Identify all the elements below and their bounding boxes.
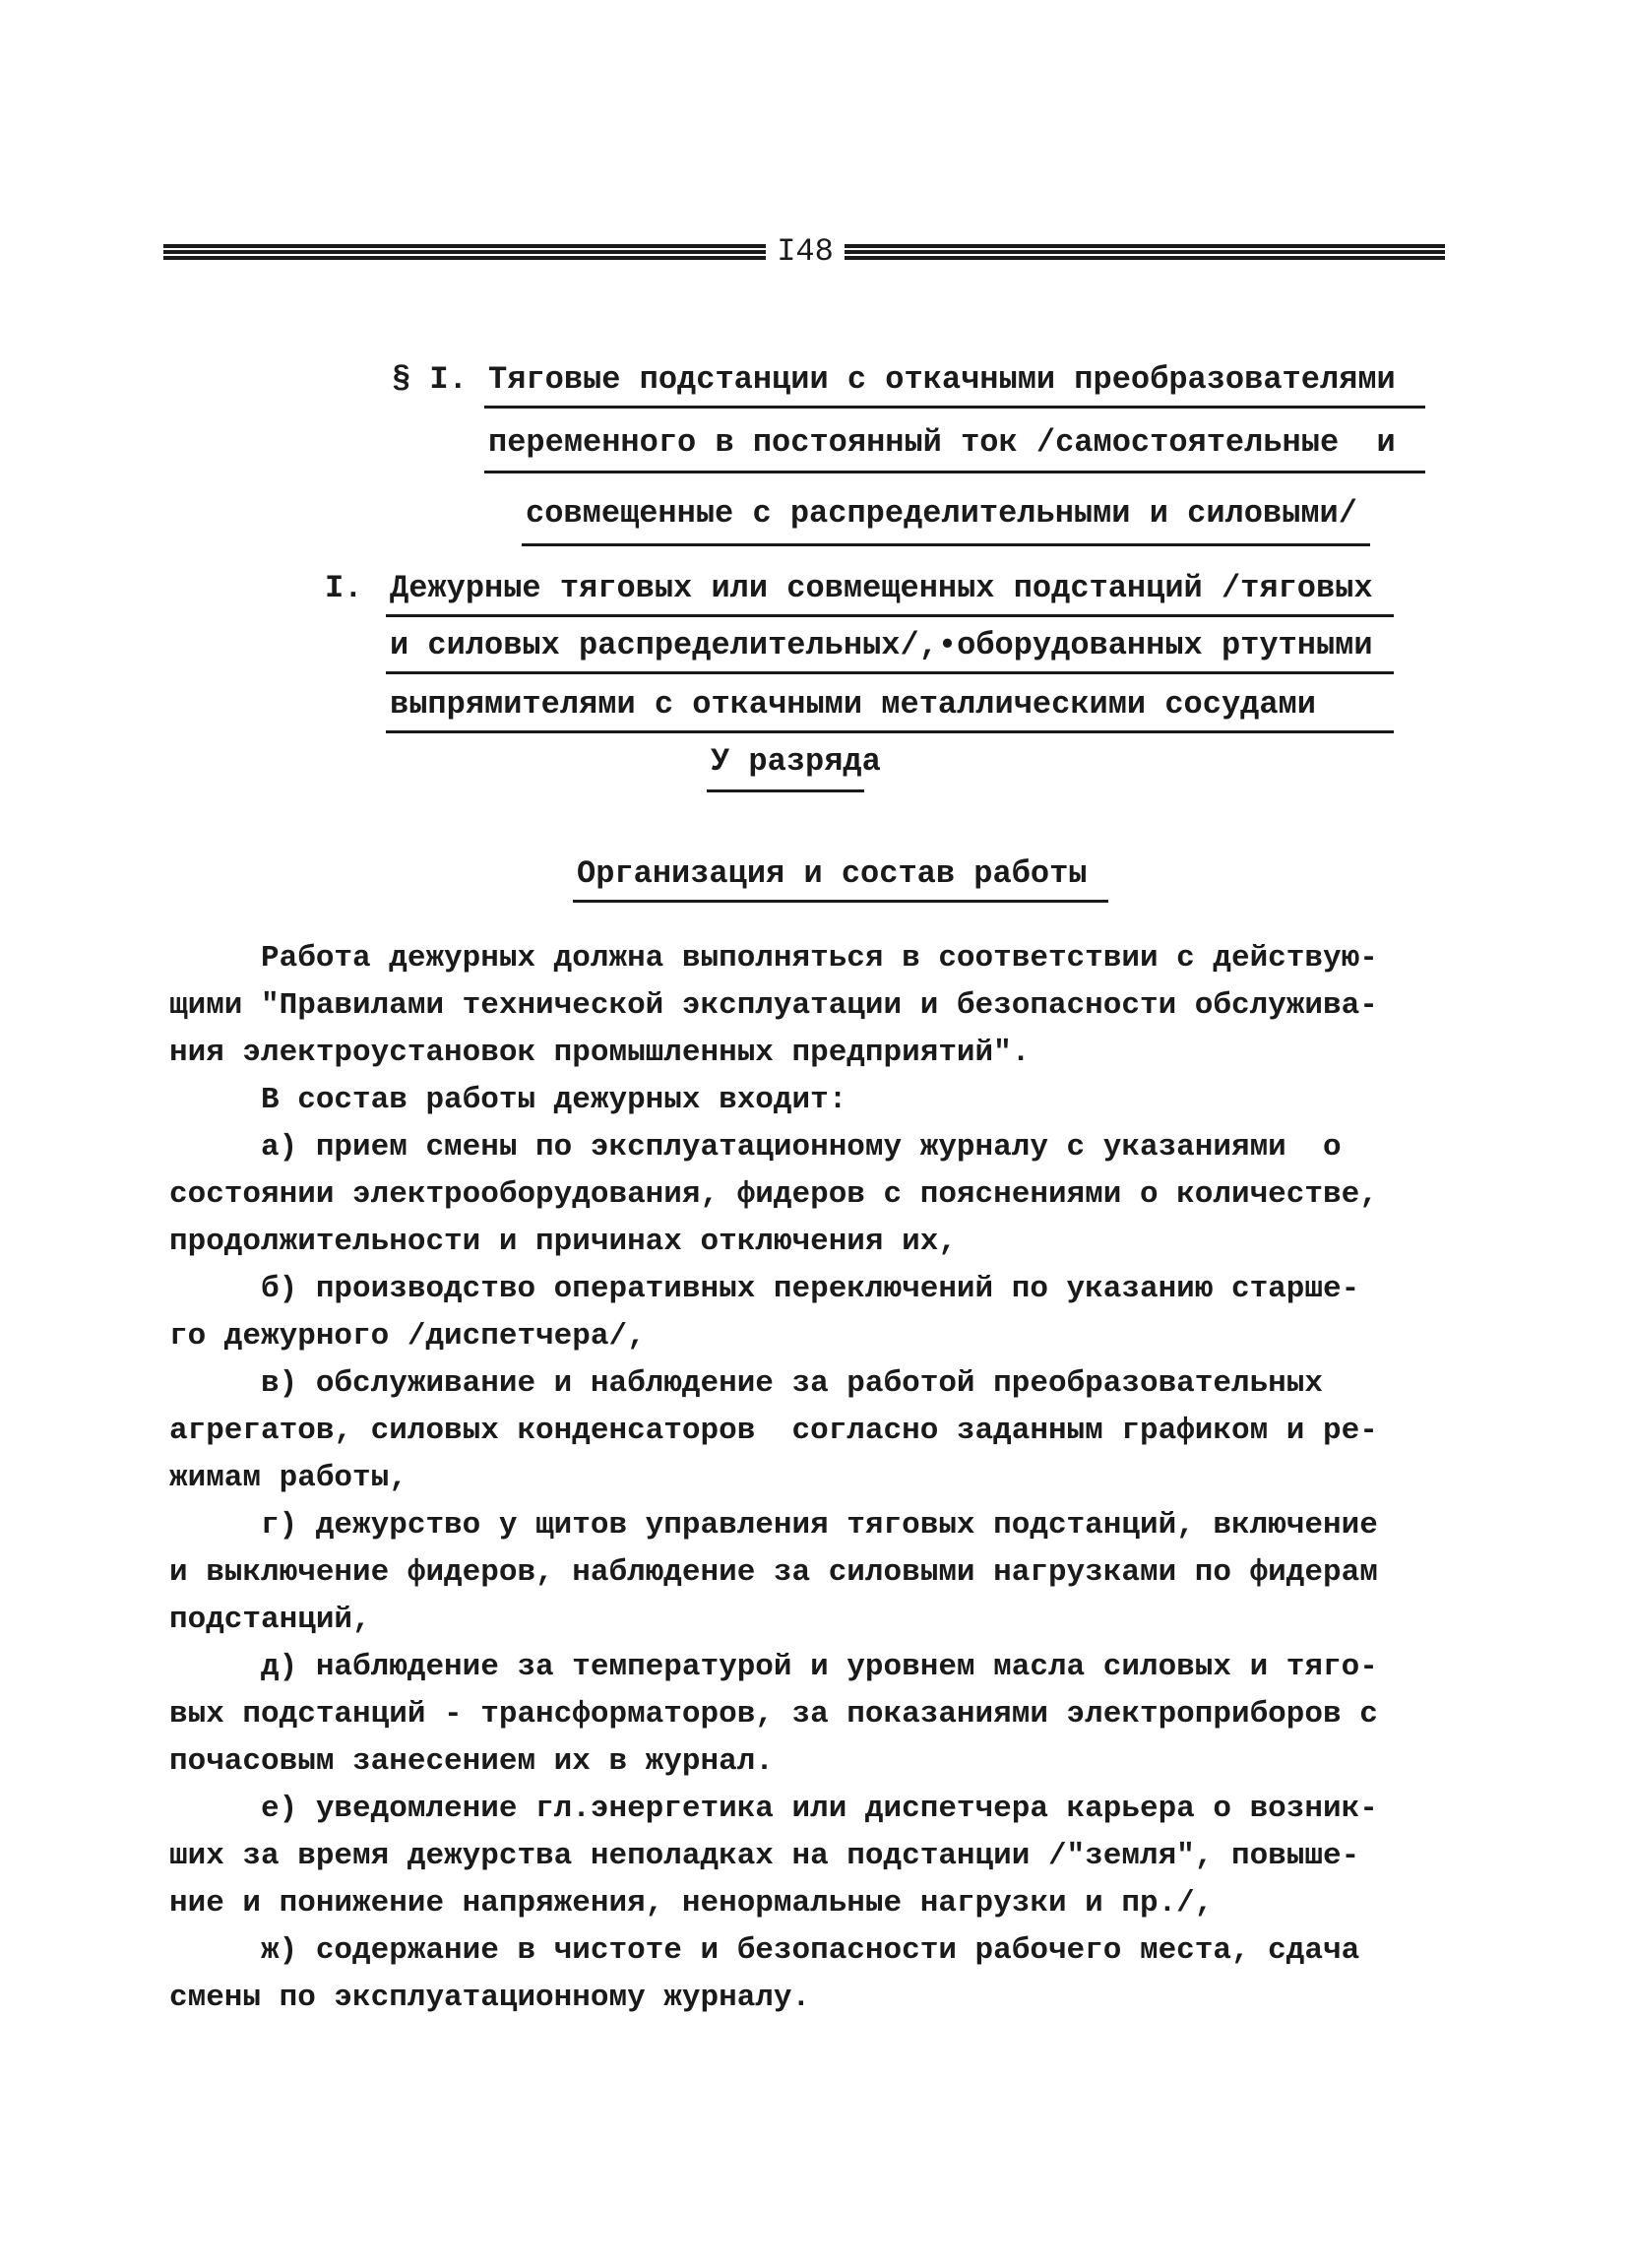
item-title-line-3: выпрямителями с откачными металлическими сосудами — [390, 686, 1316, 723]
header-rule-left — [163, 244, 766, 260]
body-line-1: Работа дежурных должна выполняться в соответствии с действую- — [169, 941, 1378, 976]
header-rule-right — [845, 244, 1445, 260]
body-line-10: в) обслуживание и наблюдение за работой преобразовательных — [169, 1366, 1323, 1401]
body-line-12: жимам работы, — [169, 1461, 408, 1495]
body-line-18: почасовым занесением их в журнал. — [169, 1744, 774, 1779]
page-number: I48 — [777, 233, 834, 270]
subheading-underline — [573, 900, 1108, 903]
body-line-3: ния электроустановок промышленных предприятий". — [169, 1036, 1031, 1070]
item-title-line-2: и силовых распределительных/,•оборудованных ртутными — [390, 627, 1373, 663]
section-title-underline-1 — [484, 406, 1425, 409]
body-line-13: г) дежурство у щитов управления тяговых подстанций, включение — [169, 1508, 1378, 1543]
section-mark: § I. — [392, 361, 468, 398]
body-line-20: ших за время дежурства неполадках на подстанции /"земля", повыше- — [169, 1839, 1360, 1873]
body-line-23: смены по эксплуатационному журналу. — [169, 1981, 811, 2015]
body-line-6: состоянии электрооборудования, фидеров с пояснениями о количестве, — [169, 1177, 1378, 1212]
section-title-line-3: совмещенные с распределительными и силовыми/ — [526, 495, 1357, 532]
section-title-line-2: переменного в постоянный ток /самостоятельные и — [488, 424, 1396, 461]
body-line-16: д) наблюдение за температурой и уровнем масла силовых и тяго- — [169, 1650, 1378, 1684]
body-line-19: е) уведомление гл.энергетика или диспетчера карьера о возник- — [169, 1792, 1378, 1826]
body-line-14: и выключение фидеров, наблюдение за силовыми нагрузками по фидерам — [169, 1555, 1378, 1590]
subheading: Организация и состав работы — [577, 855, 1088, 892]
body-line-2: щими "Правилами технической эксплуатации и безопасности обслужива- — [169, 988, 1378, 1023]
item-number: I. — [325, 570, 363, 606]
body-line-17: вых подстанций - трансформаторов, за показаниями электроприборов с — [169, 1697, 1378, 1732]
section-title-underline-2 — [484, 471, 1425, 473]
item-title-underline-3 — [386, 730, 1394, 733]
item-title-line-1: Дежурные тяговых или совмещенных подстанций /тяговых — [390, 570, 1373, 606]
body-line-11: агрегатов, силовых конденсаторов согласно заданным графиком и ре- — [169, 1414, 1378, 1448]
body-line-5: а) прием смены по эксплуатационному журналу с указаниями о — [169, 1130, 1342, 1165]
section-title-line-1: Тяговые подстанции с откачными преобразователями — [488, 361, 1396, 398]
body-line-21: ние и понижение напряжения, ненормальные нагрузки и пр./, — [169, 1886, 1214, 1921]
item-grade: У разряда — [711, 743, 881, 780]
item-title-underline-1 — [386, 614, 1394, 617]
page-header — [163, 232, 1445, 272]
body-line-8: б) производство оперативных переключений по указанию старше- — [169, 1272, 1360, 1306]
body-line-22: ж) содержание в чистоте и безопасности рабочего места, сдача — [169, 1933, 1360, 1968]
item-title-underline-2 — [386, 671, 1394, 674]
body-line-15: подстанций, — [169, 1603, 371, 1637]
item-grade-underline — [707, 789, 864, 792]
body-line-4: В состав работы дежурных входит: — [169, 1083, 847, 1117]
body-line-7: продолжительности и причинах отключения их, — [169, 1225, 957, 1259]
body-line-9: го дежурного /диспетчера/, — [169, 1319, 646, 1354]
section-title-underline-3 — [522, 543, 1370, 546]
